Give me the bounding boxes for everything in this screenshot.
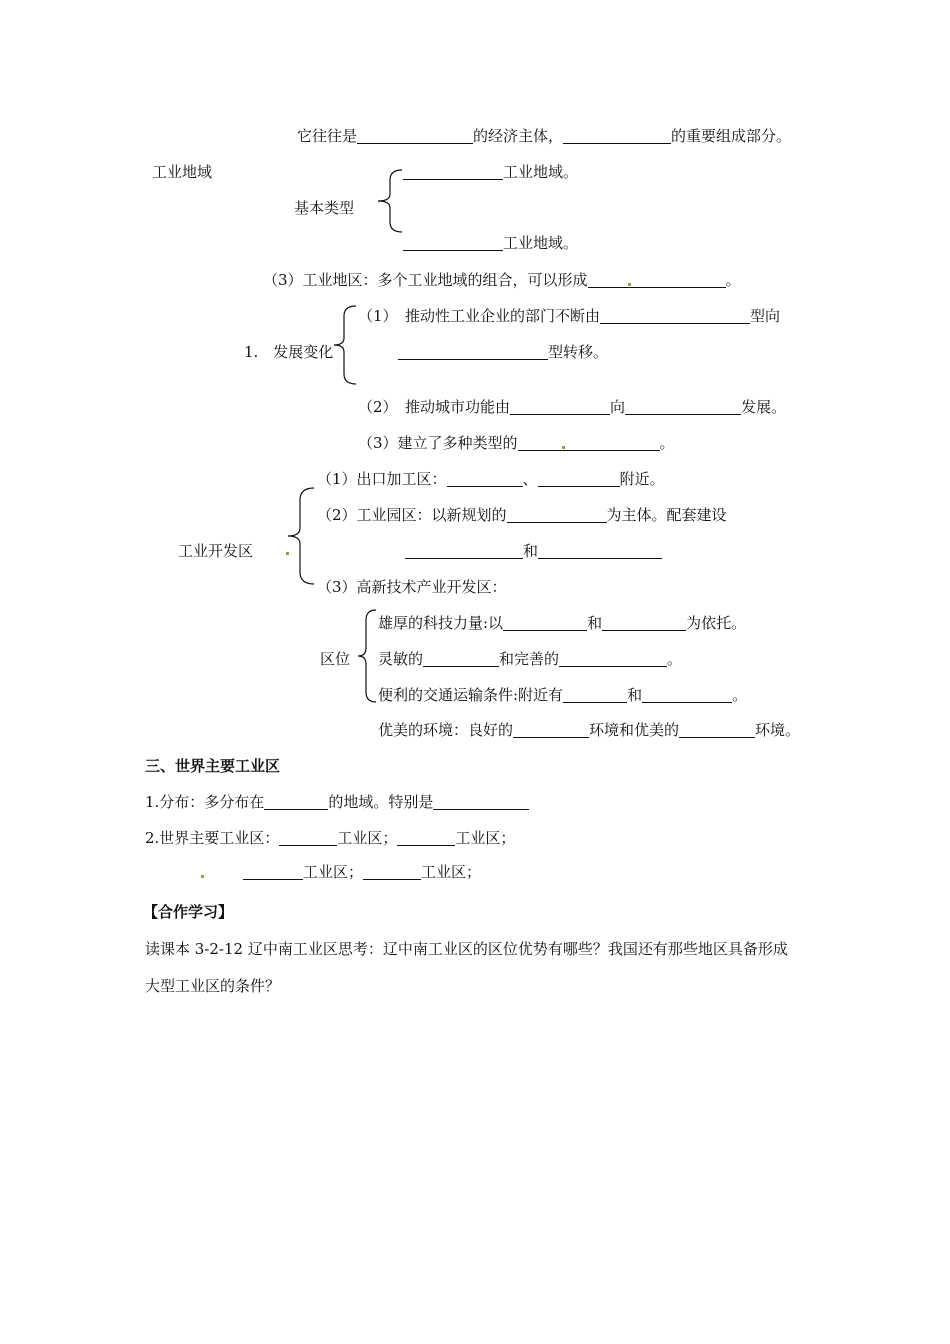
blank[interactable] [403, 164, 503, 180]
blank[interactable] [563, 687, 627, 703]
blank[interactable] [602, 615, 686, 631]
section-3-heading: 三、世界主要工业区 [145, 757, 281, 775]
blank[interactable] [559, 651, 667, 667]
text: 。 [725, 271, 741, 289]
development-item-1-cont [398, 342, 608, 362]
basic-types-label: 基本类型 [294, 199, 355, 217]
text: 它往往是 [297, 127, 358, 145]
blank[interactable] [398, 344, 548, 360]
blank[interactable] [397, 830, 455, 846]
blank[interactable] [405, 543, 523, 559]
text: 灵敏的 [378, 650, 424, 668]
development-item-2 [358, 397, 786, 417]
coop-question-line-2: 大型工业区的条件？ [145, 977, 281, 995]
text: （2） 推动城市功能由 [358, 398, 511, 416]
basic-type-1 [403, 162, 578, 182]
text: 便利的交通运输条件:附近有 [378, 686, 564, 704]
text: 1.分布：多分布在 [145, 793, 265, 811]
text: 和完善的 [499, 650, 560, 668]
coop-question-line-1: 读课本 3-2-12 辽中南工业区思考：辽中南工业区的区位优势有哪些？我国还有那些地区具备形成 [145, 940, 788, 958]
location-line-4 [378, 720, 800, 740]
development-brace [332, 304, 358, 386]
text: 2.世界主要工业区： [145, 829, 280, 847]
blank[interactable] [510, 399, 610, 415]
text: 为主体。配套建设 [606, 506, 727, 524]
development-item-3 [358, 433, 675, 453]
blank[interactable] [513, 722, 589, 738]
text: 工业地域。 [503, 234, 579, 252]
text: 型转移。 [548, 343, 609, 361]
blank[interactable] [642, 687, 732, 703]
blank[interactable] [563, 128, 671, 144]
text: 工业区； [303, 863, 364, 881]
text: （3）建立了多种类型的 [358, 434, 518, 452]
dev-zone-label: 工业开发区 [178, 542, 254, 560]
blank[interactable] [518, 435, 660, 451]
blank[interactable] [363, 864, 421, 880]
text: 型向 [750, 307, 781, 325]
text: 工业区； [421, 863, 482, 881]
text: 、 [522, 470, 538, 488]
text: （1）出口加工区： [317, 470, 447, 488]
distribution-line [145, 792, 529, 812]
text: 工业区； [337, 829, 398, 847]
blank[interactable] [538, 471, 620, 487]
main-entity-line [297, 126, 791, 146]
blank[interactable] [403, 235, 503, 251]
blank[interactable] [357, 128, 473, 144]
text: 工业地域。 [503, 163, 579, 181]
location-line-3 [378, 685, 747, 705]
text: 附近。 [619, 470, 665, 488]
text: （2）工业园区：以新规划的 [317, 506, 507, 524]
location-brace [356, 608, 378, 704]
marker-dot [628, 283, 631, 286]
text: 为依托。 [686, 614, 747, 632]
industrial-area-line [263, 270, 741, 290]
basic-types-brace [372, 168, 404, 234]
export-zone-line [317, 469, 665, 489]
coop-heading: 【合作学习】 [143, 903, 234, 921]
dev-zone-brace [286, 486, 316, 586]
text: 雄厚的科技力量:以 [378, 614, 504, 632]
industrial-region-label: 工业地域 [152, 163, 213, 181]
text: 。 [732, 686, 748, 704]
text: 向 [610, 398, 626, 416]
text: 的重要组成部分。 [671, 127, 792, 145]
text: 。 [667, 650, 683, 668]
text: 和 [627, 686, 643, 704]
marker-dot [562, 446, 565, 449]
text: 的经济主体， [473, 127, 564, 145]
blank[interactable] [433, 794, 529, 810]
development-label: 1. 发展变化 [244, 343, 334, 361]
marker-dot [201, 875, 204, 878]
basic-type-2 [403, 233, 578, 253]
location-label: 区位 [320, 650, 351, 668]
blank[interactable] [264, 794, 328, 810]
blank[interactable] [679, 722, 755, 738]
text: 发展。 [741, 398, 787, 416]
main-regions-line-cont [243, 862, 481, 882]
blank[interactable] [600, 308, 750, 324]
text: 和 [587, 614, 603, 632]
blank[interactable] [507, 507, 607, 523]
text: 环境和优美的 [589, 721, 680, 739]
text: 。 [659, 434, 675, 452]
blank[interactable] [588, 272, 726, 288]
industrial-park-line [317, 505, 727, 525]
blank[interactable] [447, 471, 523, 487]
development-item-1 [358, 306, 780, 326]
location-line-2 [378, 649, 682, 669]
text: （3）工业地区：多个工业地域的组合，可以形成 [263, 271, 588, 289]
blank[interactable] [625, 399, 741, 415]
text: 环境。 [755, 721, 801, 739]
industrial-park-line-cont [405, 541, 662, 561]
location-line-1 [378, 613, 746, 633]
text: 的地域。特别是 [328, 793, 434, 811]
blank[interactable] [503, 615, 587, 631]
text: 优美的环境：良好的 [378, 721, 514, 739]
blank[interactable] [423, 651, 499, 667]
blank[interactable] [279, 830, 337, 846]
text: （1） 推动性工业企业的部门不断由 [358, 307, 601, 325]
blank[interactable] [243, 864, 303, 880]
high-tech-zone-line: （3）高新技术产业开发区： [317, 578, 507, 596]
main-regions-line [145, 828, 515, 848]
blank[interactable] [538, 543, 662, 559]
text: 工业区； [455, 829, 516, 847]
text: 和 [523, 542, 539, 560]
